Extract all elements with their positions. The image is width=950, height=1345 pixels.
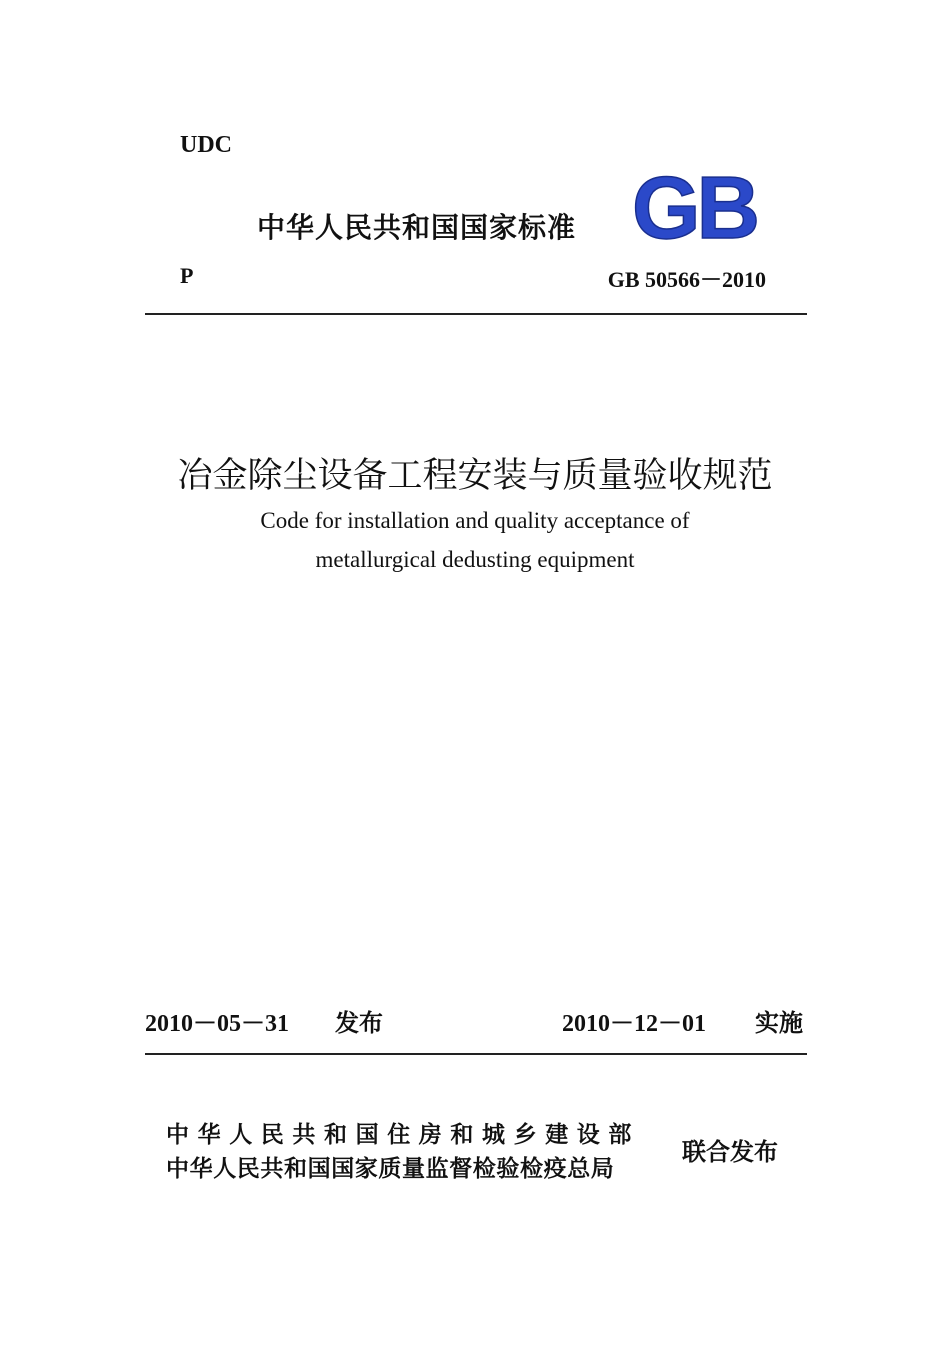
document-title-english-line1: Code for installation and quality acceptance of — [260, 508, 690, 533]
top-divider — [145, 313, 807, 315]
joint-issue-label: 联合发布 — [682, 1138, 778, 1166]
publisher-ministry-housing: 中华人民共和国住房和城乡建设部 — [166, 1122, 640, 1148]
classification-code: P — [180, 263, 194, 288]
issue-date: 2010－05－31 — [145, 1011, 289, 1037]
udc-label: UDC — [180, 132, 232, 158]
effective-date: 2010－12－01 — [562, 1011, 706, 1037]
publisher-aqsiq: 中华人民共和国国家质量监督检验检疫总局 — [166, 1156, 615, 1182]
gb-logo — [624, 168, 764, 246]
document-title-english-line2: metallurgical dedusting equipment — [315, 547, 635, 572]
issue-label: 发布 — [335, 1009, 383, 1037]
effective-label: 实施 — [755, 1009, 803, 1037]
document-title-chinese: 冶金除尘设备工程安装与质量验收规范 — [177, 456, 773, 496]
gb-logo-text: GB — [632, 168, 756, 246]
bottom-divider — [145, 1053, 807, 1055]
standard-number: GB 50566－2010 — [607, 267, 766, 292]
national-standard-label: 中华人民共和国国家标准 — [257, 211, 577, 244]
